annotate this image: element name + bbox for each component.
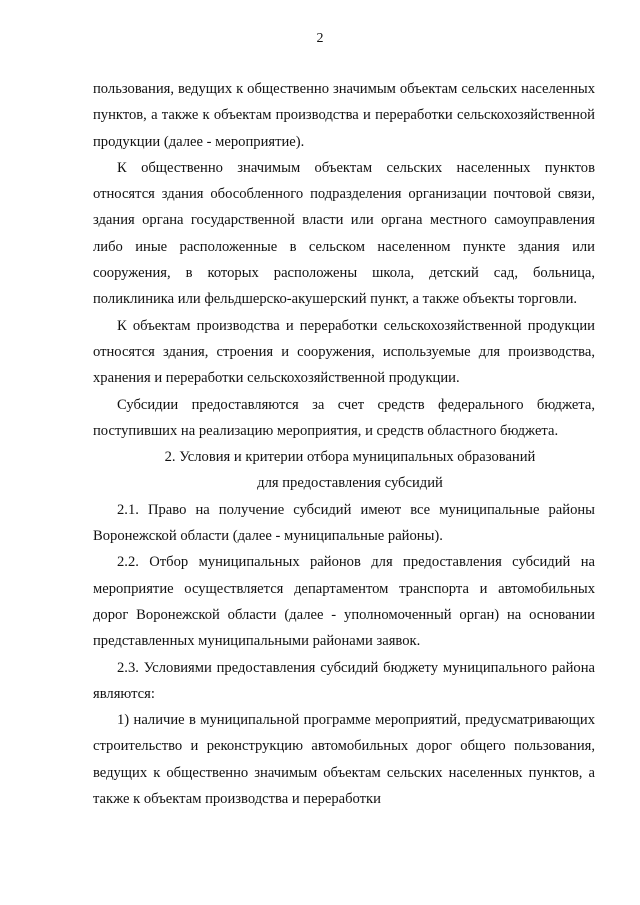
- page-number: 2: [316, 31, 324, 46]
- paragraph-funding-sources: Субсидии предоставляются за счет средств федерального бюджета, поступивших на реализацию мероприятия, и средств областного бюджета.: [93, 396, 595, 439]
- section-heading-line-1: 2. Условия и критерии отбора муниципальных образований: [164, 449, 536, 466]
- paragraph-social-objects: К общественно значимым объектам сельских населенных пунктов относятся здания обособленного подразделения организации почтовой связи, здания органа государственной власти или органа местного самоуправления либо иные расположенные в сельском населенном пункте здания или сооружения, в которых расположены школа, детский сад, больница, поликлиника или фельдшерско-акушерский пункт, а также объекты торговли.: [93, 159, 595, 308]
- clause-2-2: 2.2. Отбор муниципальных районов для предоставления субсидий на мероприятие осуществляется департаментом транспорта и автомобильных дорог Воронежской области (далее - уполномоченный орган) на основании представленных муниципальными районами заявок.: [93, 554, 595, 650]
- document-body: [93, 76, 595, 812]
- paragraph-continuation: пользования, ведущих к общественно значимым объектам сельских населенных пунктов, а также к объектам производства и переработки сельскохозяйственной продукции (далее - мероприятие).: [93, 81, 595, 150]
- clause-2-3-item-1: 1) наличие в муниципальной программе мероприятий, предусматривающих строительство и реконструкцию автомобильных дорог общего пользования, ведущих к общественно значимым объектам сельских населенных пунктов, а также к объектам производства и переработки: [93, 712, 595, 808]
- section-heading-line-2: для предоставления субсидий: [257, 475, 443, 492]
- paragraph-production-objects: К объектам производства и переработки сельскохозяйственной продукции относятся здания, строения и сооружения, используемые для производства, хранения и переработки сельскохозяйственной продукции.: [93, 317, 595, 387]
- clause-2-1: 2.1. Право на получение субсидий имеют все муниципальные районы Воронежской области (далее - муниципальные районы).: [93, 501, 595, 545]
- section-heading: [93, 444, 595, 497]
- clause-2-3: 2.3. Условиями предоставления субсидий бюджету муниципального района являются:: [93, 659, 595, 702]
